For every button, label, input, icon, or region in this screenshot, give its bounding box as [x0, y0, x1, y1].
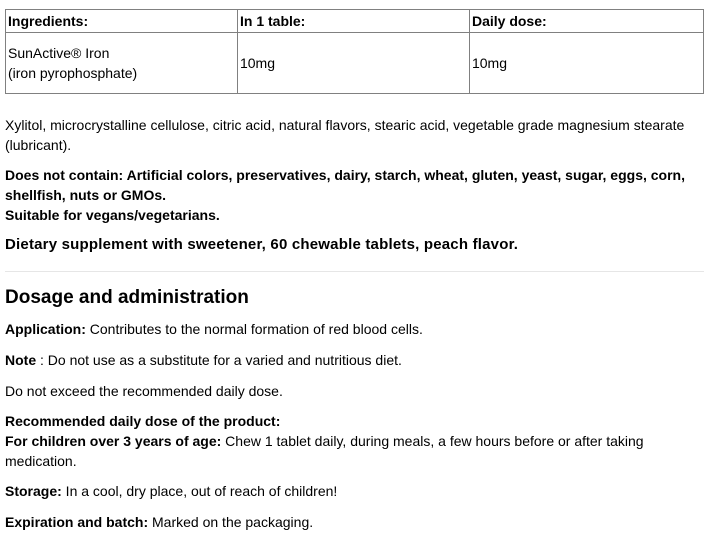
dosage-heading: Dosage and administration	[5, 287, 249, 308]
note-text: : Do not use as a substitute for a varied and nutritious diet.	[36, 352, 402, 368]
ingredient-name: SunActive® Iron	[8, 45, 110, 61]
application-text: Contributes to the normal formation of red blood cells.	[85, 321, 423, 337]
header-in-1-tablet: In 1 table:	[237, 10, 469, 33]
expiration-label: Expiration and batch:	[5, 514, 149, 530]
allergen-info	[5, 165, 704, 225]
table-header-row	[6, 10, 704, 33]
expiration-text: Marked on the packaging.	[148, 514, 314, 530]
storage-label: Storage:	[5, 483, 62, 499]
ingredients-table-wrapper	[5, 9, 704, 94]
recommended-label-line	[5, 411, 704, 431]
ingredient-form: (iron pyrophosphate)	[8, 65, 138, 81]
children-paragraph	[5, 431, 704, 471]
application-label: Application:	[5, 321, 86, 337]
section-divider	[5, 271, 704, 272]
per-tablet-cell: 10mg	[237, 33, 469, 94]
other-ingredients-text: Xylitol, microcrystalline cellulose, citric acid, natural flavors, stearic acid, vegetable grade magnesium stearate (lubricant).	[5, 117, 685, 153]
note-label: Note	[5, 352, 37, 368]
dietary-supplement-text: Dietary supplement with sweetener, 60 chewable tablets, peach flavor.	[5, 236, 519, 253]
storage-text: In a cool, dry place, out of reach of children!	[61, 483, 338, 499]
daily-dose-cell: 10mg	[469, 33, 703, 94]
header-daily-dose: Daily dose:	[469, 10, 703, 33]
recommended-label: Recommended daily dose of the product:	[5, 413, 281, 429]
children-label: For children over 3 years of age:	[5, 433, 222, 449]
application-paragraph	[5, 319, 704, 339]
storage-paragraph	[5, 481, 704, 501]
note-paragraph	[5, 350, 704, 370]
header-ingredients: Ingredients:	[6, 10, 238, 33]
suitable-text: Suitable for vegans/vegetarians.	[5, 207, 220, 223]
ingredient-cell	[6, 33, 238, 94]
table-row	[6, 33, 704, 94]
expiration-paragraph	[5, 512, 704, 532]
does-not-contain-text: Does not contain: Artificial colors, preservatives, dairy, starch, wheat, gluten, yeast, sugar, eggs, corn, shellfish, nuts or GMOs.	[5, 167, 685, 203]
recommended-dose-block	[5, 411, 704, 471]
exceed-warning: Do not exceed the recommended daily dose.	[5, 383, 283, 399]
children-text: Chew 1 tablet daily, during meals, a few hours before or after taking medication.	[5, 433, 644, 469]
ingredients-table	[5, 9, 704, 94]
